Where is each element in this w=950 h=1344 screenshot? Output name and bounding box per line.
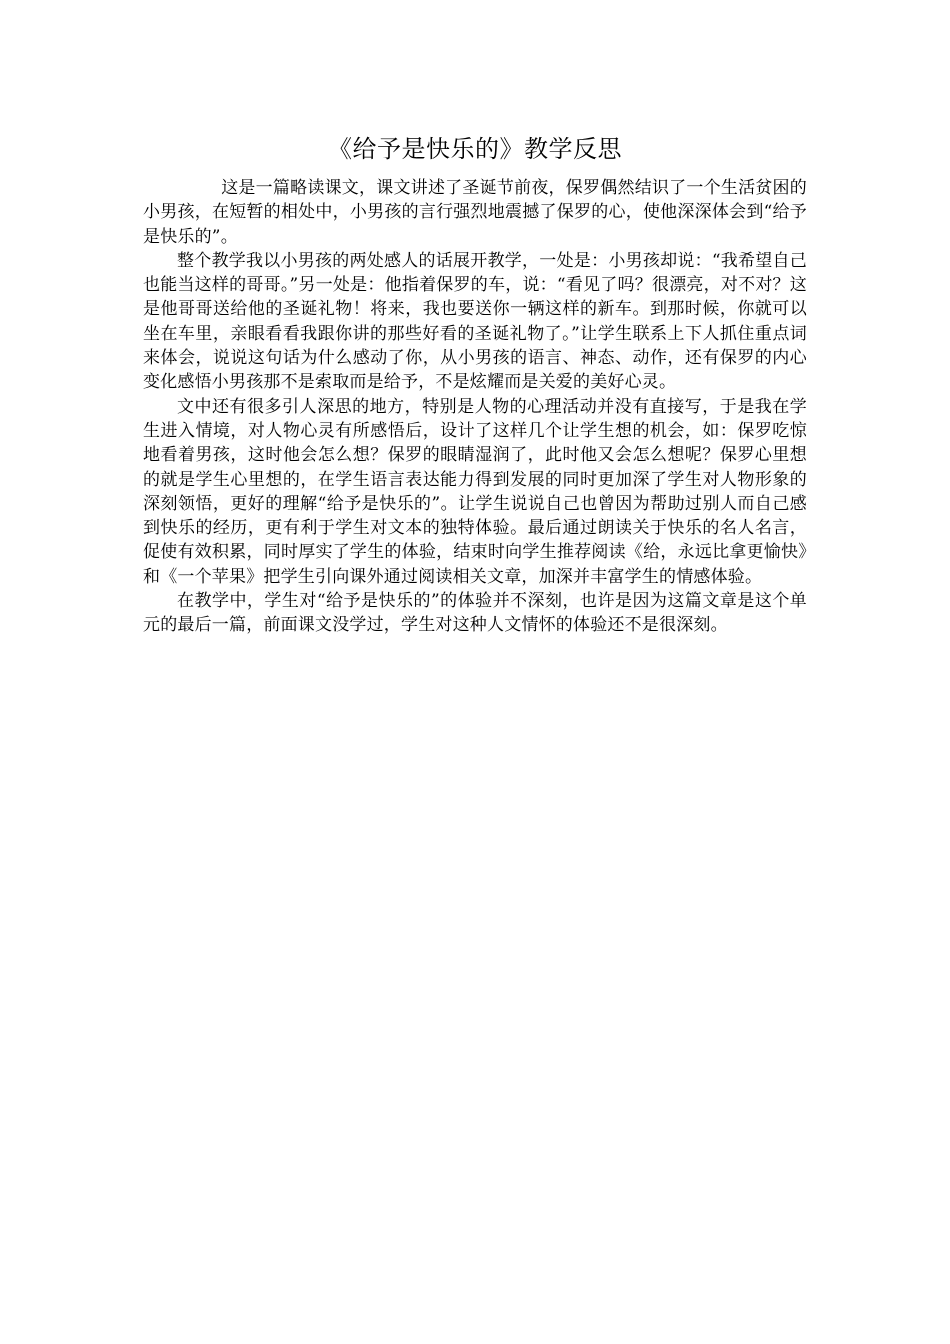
document-title: 《给予是快乐的》教学反思 bbox=[328, 135, 622, 163]
paragraph-thinking-design: 文中还有很多引人深思的地方，特别是人物的心理活动并没有直接写，于是我在学生进入情境，对人物心灵有所感悟后，设计了这样几个让学生想的机会，如：保罗吃惊地看着男孩，这时他会怎么想？保罗的眼睛湿润了，此时他又会怎么想呢？保罗心里想的就是学生心里想的，在学生语言表达能力得到发展的同时更加深了学生对人物形象的深刻领悟，更好的理解“给予是快乐的”。让学生说说自己也曾因为帮助过别人而自己感到快乐的经历，更有利于学生对文本的独特体验。最后通过朗读关于快乐的名人名言，促使有效积累，同时厚实了学生的体验，结束时向学生推荐阅读《给，永远比拿更愉快》和《一个苹果》把学生引向课外通过阅读相关文章，加深并丰富学生的情感体验。 bbox=[143, 396, 807, 587]
document-body bbox=[143, 176, 807, 638]
paragraph-intro: 这是一篇略读课文，课文讲述了圣诞节前夜，保罗偶然结识了一个生活贫困的小男孩，在短暂的相处中，小男孩的言行强烈地震撼了保罗的心，使他深深体会到“给予是快乐的”。 bbox=[143, 178, 807, 247]
paragraph-reflection: 在教学中，学生对“给予是快乐的”的体验并不深刻，也许是因为这篇文章是这个单元的最后一篇，前面课文没学过，学生对这种人文情怀的体验还不是很深刻。 bbox=[143, 591, 807, 636]
paragraph-teaching-approach: 整个教学我以小男孩的两处感人的话展开教学，一处是：小男孩却说：“我希望自己也能当这样的哥哥。”另一处是：他指着保罗的车，说：“看见了吗？很漂亮，对不对？这是他哥哥送给他的圣诞礼物！将来，我也要送你一辆这样的新车。到那时候，你就可以坐在车里，亲眼看看我跟你讲的那些好看的圣诞礼物了。”让学生联系上下人抓住重点词来体会，说说这句话为什么感动了你，从小男孩的语言、神态、动作，还有保罗的内心变化感悟小男孩那不是索取而是给予，不是炫耀而是关爱的美好心灵。 bbox=[143, 250, 807, 393]
